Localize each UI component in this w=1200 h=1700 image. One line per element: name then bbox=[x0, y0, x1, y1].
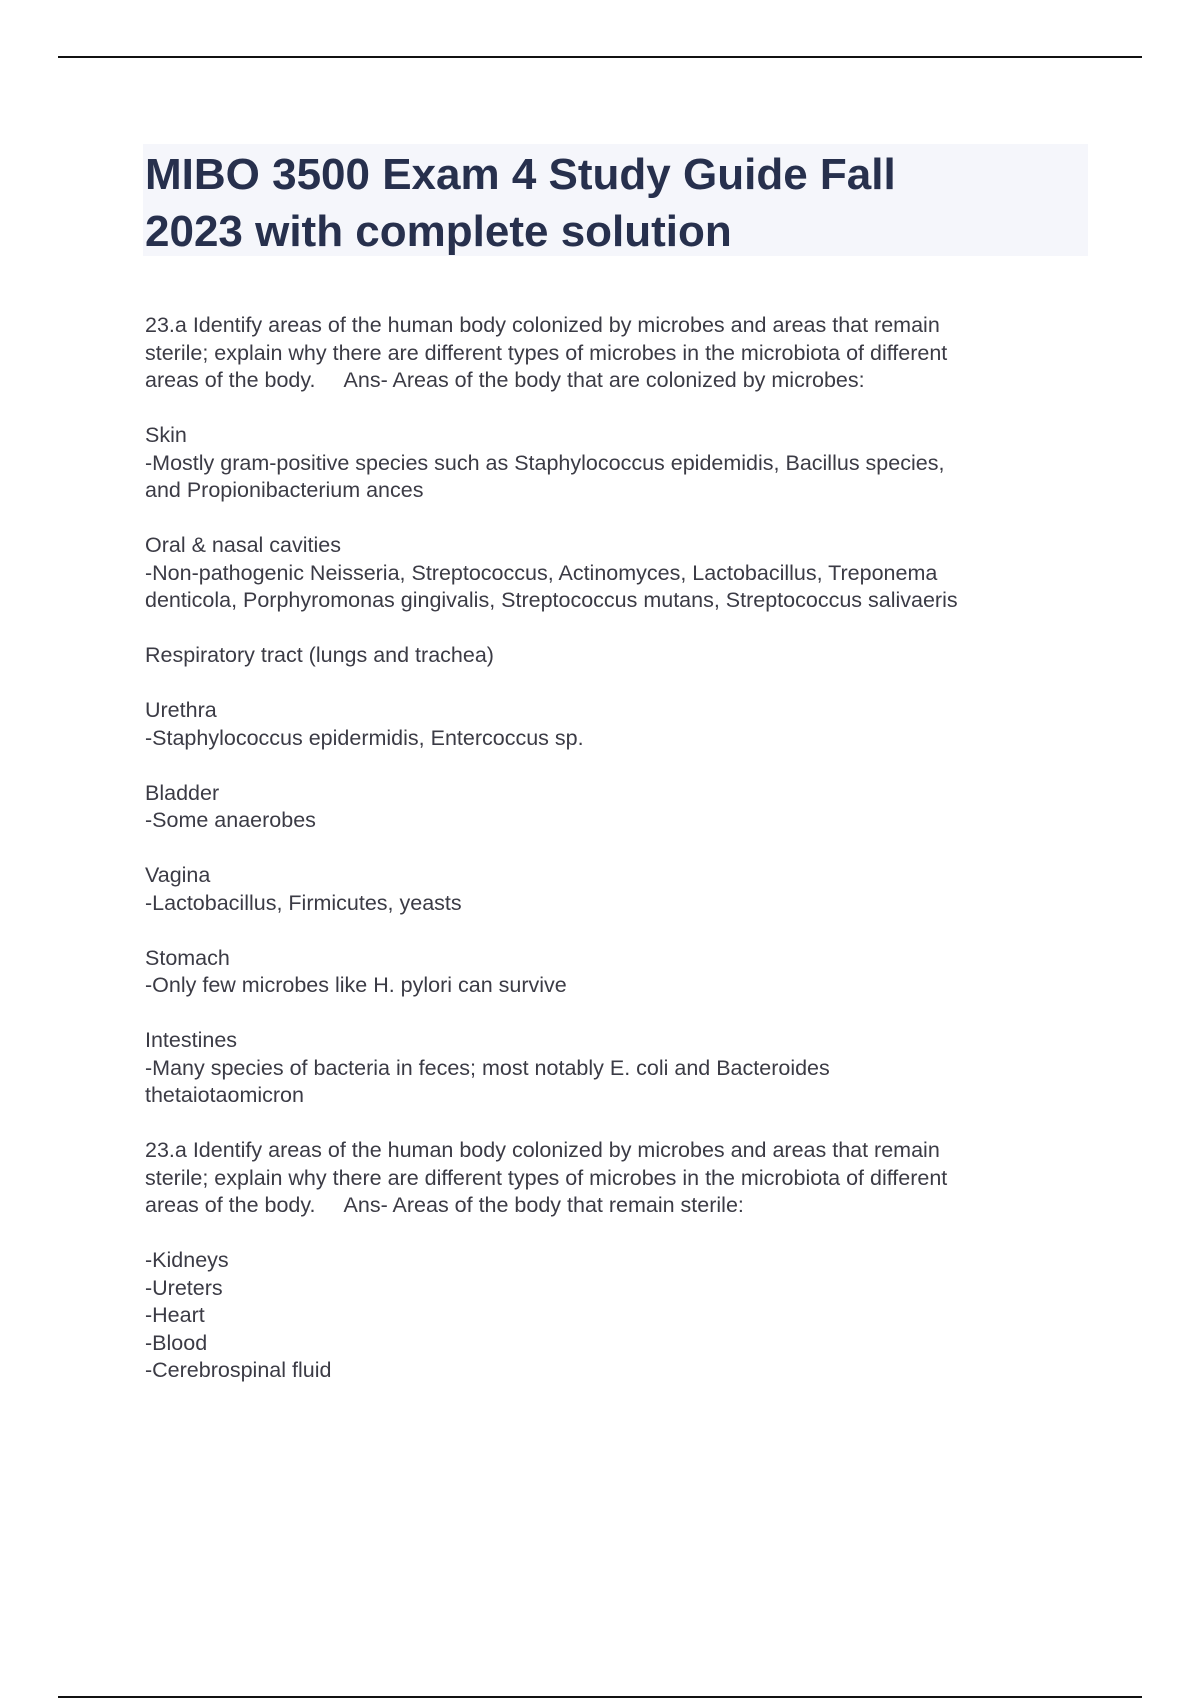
area-item bbox=[145, 862, 1075, 917]
sterile-list bbox=[145, 1247, 1075, 1385]
question-text bbox=[145, 1192, 1075, 1220]
area-item bbox=[145, 532, 1075, 615]
title-line: MIBO 3500 Exam 4 Study Guide Fall bbox=[145, 150, 896, 199]
sterile-item: -Cerebrospinal fluid bbox=[145, 1358, 332, 1382]
area-item bbox=[145, 780, 1075, 835]
area-microbes: thetaiotaomicron bbox=[145, 1083, 304, 1107]
sterile-item: -Kidneys bbox=[145, 1248, 229, 1272]
area-name: Vagina bbox=[145, 863, 211, 887]
question-text-end: areas of the body. bbox=[145, 1193, 316, 1217]
question-text bbox=[145, 367, 1075, 395]
area-microbes: -Non-pathogenic Neisseria, Streptococcus, Actinomyces, Lactobacillus, Treponema bbox=[145, 560, 938, 585]
document-title bbox=[145, 146, 1075, 260]
area-name: Respiratory tract (lungs and trachea) bbox=[145, 643, 494, 667]
question-text: 23.a Identify areas of the human body colonized by microbes and areas that remain bbox=[145, 313, 940, 337]
area-microbes: -Only few microbes like H. pylori can survive bbox=[145, 973, 567, 997]
question-text: sterile; explain why there are different types of microbes in the microbiota of different bbox=[145, 340, 948, 365]
area-microbes: denticola, Porphyromonas gingivalis, Streptococcus mutans, Streptococcus salivaeris bbox=[145, 588, 958, 612]
area-item bbox=[145, 642, 1075, 670]
question-sterile bbox=[145, 1137, 1075, 1220]
title-line: 2023 with complete solution bbox=[145, 207, 732, 256]
area-microbes: -Lactobacillus, Firmicutes, yeasts bbox=[145, 890, 462, 915]
area-microbes: and Propionibacterium ances bbox=[145, 478, 424, 502]
area-item bbox=[145, 945, 1075, 1000]
header-rule bbox=[58, 56, 1142, 58]
area-name: Stomach bbox=[145, 945, 230, 970]
document-body bbox=[145, 312, 1075, 1412]
area-item bbox=[145, 1027, 1075, 1110]
answer-intro: Ans- Areas of the body that remain sterile: bbox=[343, 1193, 744, 1217]
sterile-item: -Heart bbox=[145, 1303, 205, 1327]
area-item bbox=[145, 697, 1075, 752]
question-colonized bbox=[145, 312, 1075, 395]
sterile-item: -Blood bbox=[145, 1330, 208, 1355]
area-name: Bladder bbox=[145, 780, 220, 805]
sterile-item: -Ureters bbox=[145, 1275, 223, 1300]
area-microbes: -Some anaerobes bbox=[145, 808, 316, 832]
area-item bbox=[145, 422, 1075, 505]
footer-rule bbox=[58, 1696, 1142, 1698]
question-text: sterile; explain why there are different types of microbes in the microbiota of different bbox=[145, 1165, 948, 1190]
area-name: Intestines bbox=[145, 1028, 238, 1052]
question-text-end: areas of the body. bbox=[145, 368, 316, 392]
area-microbes: -Many species of bacteria in feces; most notably E. coli and Bacteroides bbox=[145, 1055, 830, 1080]
answer-intro: Ans- Areas of the body that are colonized by microbes: bbox=[343, 368, 865, 392]
area-name: Oral & nasal cavities bbox=[145, 533, 341, 557]
area-name: Skin bbox=[145, 423, 187, 447]
area-microbes: -Mostly gram-positive species such as Staphylococcus epidemidis, Bacillus species, bbox=[145, 450, 945, 475]
area-microbes: -Staphylococcus epidermidis, Entercoccus sp. bbox=[145, 725, 584, 750]
question-text: 23.a Identify areas of the human body colonized by microbes and areas that remain bbox=[145, 1138, 940, 1162]
area-name: Urethra bbox=[145, 698, 217, 722]
